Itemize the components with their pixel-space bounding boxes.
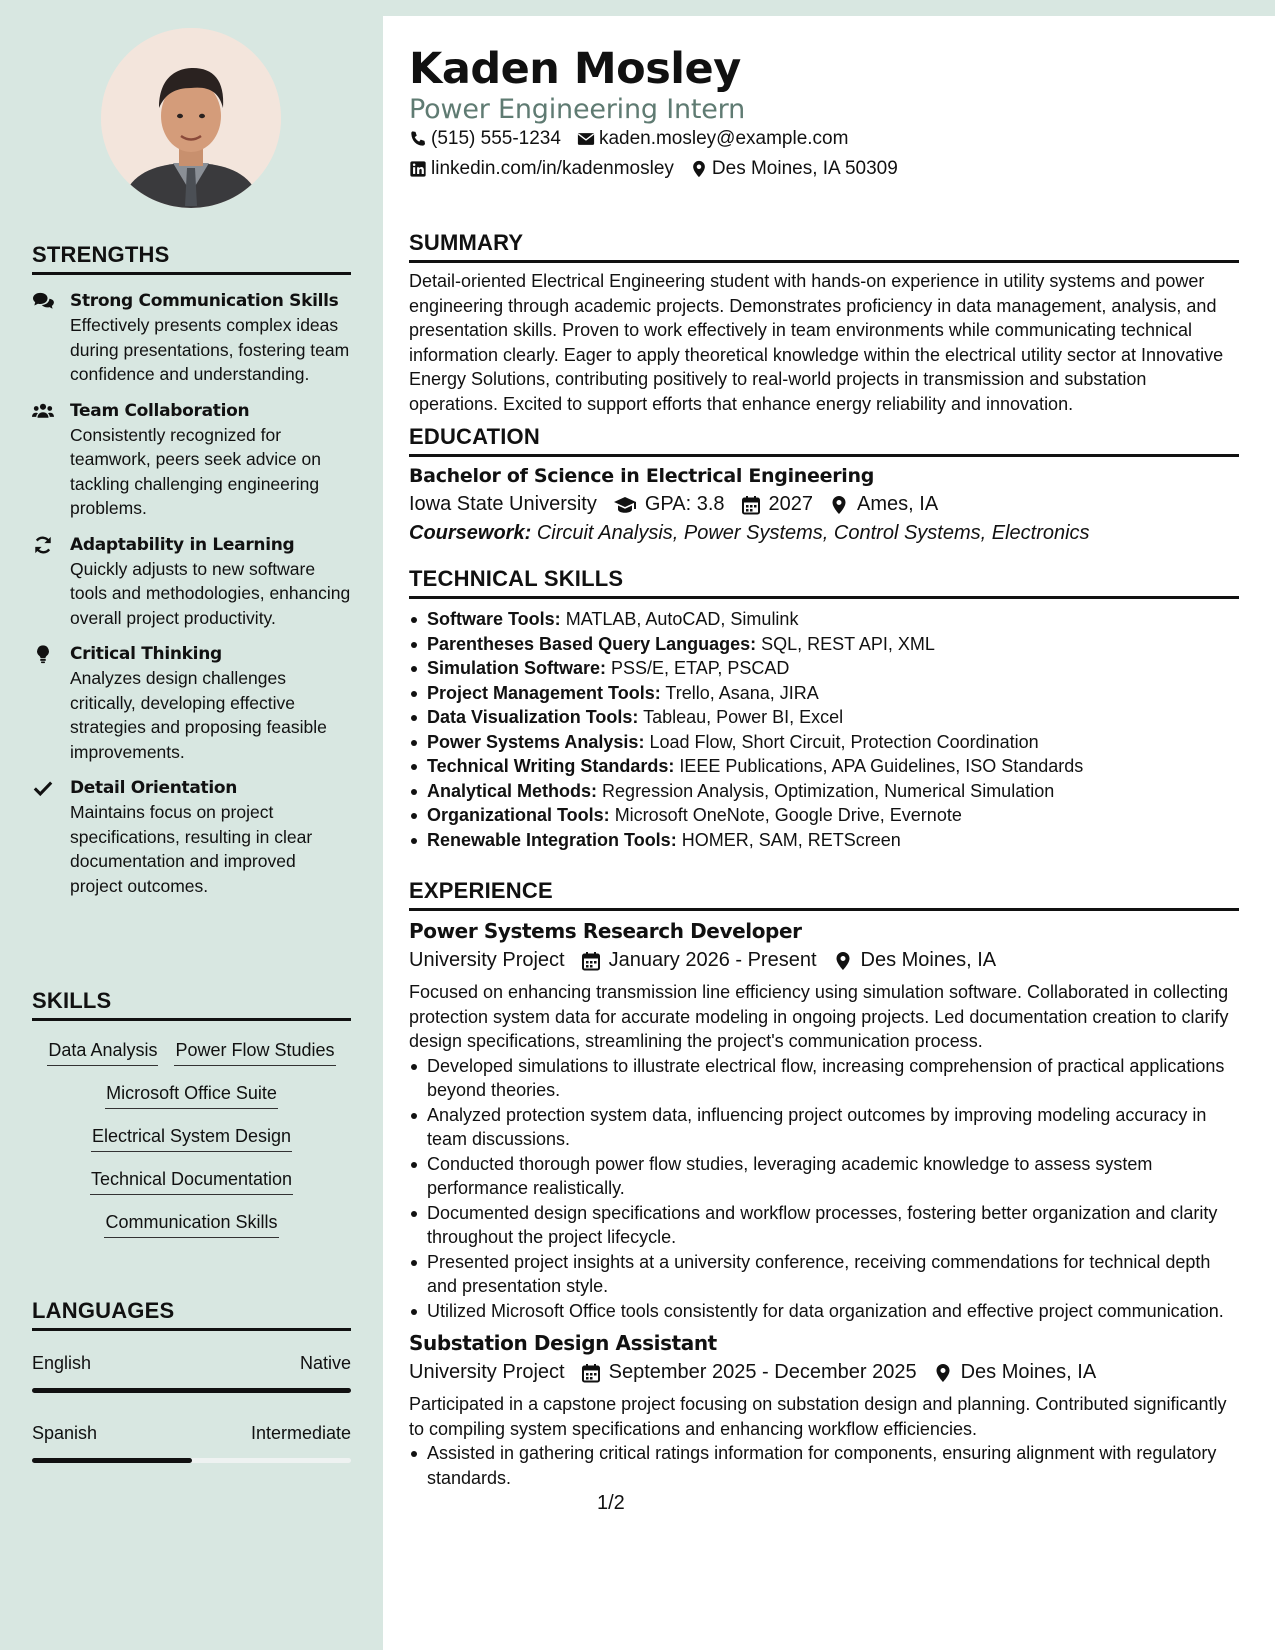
- check-icon: [32, 776, 70, 898]
- job-bullet: Documented design specifications and workflow processes, fostering better organization and clarity throughout the project lifecycle.: [409, 1201, 1239, 1250]
- comments-icon: [32, 289, 70, 387]
- contact-line-1: [409, 128, 864, 150]
- strength-item: [32, 399, 351, 521]
- job-bullet: Developed simulations to illustrate electrical flow, increasing comprehension of practical applications beyond theories.: [409, 1054, 1239, 1103]
- skills-title: SKILLS: [32, 988, 351, 1021]
- job-meta: [409, 949, 1239, 972]
- strength-title: Detail Orientation: [70, 778, 238, 798]
- job-location-item: [933, 1361, 1097, 1384]
- summary-section: [409, 230, 1239, 416]
- tech-skill-item: [409, 803, 1239, 828]
- job-org: University Project: [409, 949, 565, 971]
- job-entry: [409, 1331, 1239, 1490]
- job-title: Substation Design Assistant: [409, 1331, 717, 1355]
- experience-title: EXPERIENCE: [409, 878, 1239, 911]
- email-text: kaden.mosley@example.com: [598, 128, 849, 149]
- technical-skills-title: TECHNICAL SKILLS: [409, 566, 1239, 599]
- gpa-text: GPA: 3.8: [644, 493, 725, 515]
- strength-item: [32, 642, 351, 764]
- tech-skill-item: [409, 754, 1239, 779]
- edu-location-item: [829, 493, 938, 516]
- school-name: Iowa State University: [409, 493, 597, 515]
- summary-text: Detail-oriented Electrical Engineering student with hands-on experience in utility systems and power engineering through academic projects. Demonstrates proficiency in data management, analysis, and presentation skills. Proven to work effectively in team environments while communicating technical information clearly. Eager to apply theoretical knowledge within the electrical utility sector at Innovative Energy Solutions, contributing positively to real-world projects in transmission and substation operations. Excited to support efforts that enhance energy reliability and innovation.: [409, 271, 1224, 414]
- graduation-cap-icon: [613, 495, 637, 515]
- tech-skill-item: [409, 705, 1239, 730]
- job-bullets: [409, 1054, 1239, 1324]
- tech-skill-value: Tableau, Power BI, Excel: [643, 707, 844, 727]
- job-bullet: Analyzed protection system data, influencing project outcomes by improving modeling accuracy in team discussions.: [409, 1103, 1239, 1152]
- candidate-name: Kaden Mosley: [409, 44, 741, 94]
- strength-item: [32, 289, 351, 387]
- tech-skill-label: Data Visualization Tools:: [427, 707, 639, 727]
- strength-title: Critical Thinking: [70, 644, 222, 664]
- tech-skill-value: HOMER, SAM, RETScreen: [681, 829, 901, 850]
- lightbulb-icon: [32, 642, 70, 764]
- strength-title: Strong Communication Skills: [70, 291, 339, 311]
- tech-skill-label: Software Tools:: [427, 609, 561, 629]
- tech-skill-item: [409, 632, 1239, 657]
- job-location: Des Moines, IA: [860, 949, 997, 971]
- job-dates: January 2026 - Present: [608, 949, 817, 971]
- tech-skill-label: Renewable Integration Tools:: [427, 829, 677, 850]
- linkedin-icon: [409, 160, 427, 178]
- language-level: Intermediate: [250, 1423, 351, 1443]
- job-title: Power Systems Research Developer: [409, 919, 802, 943]
- gpa-item: [613, 493, 725, 516]
- tech-skill-value: Load Flow, Short Circuit, Protection Coordination: [649, 731, 1039, 752]
- tech-skill-item: [409, 779, 1239, 804]
- job-bullet: Presented project insights at a university conference, receiving commendations for technical depth and presentation style.: [409, 1250, 1239, 1299]
- tech-skill-value: IEEE Publications, APA Guidelines, ISO Standards: [679, 756, 1084, 776]
- phone-icon: [409, 130, 427, 148]
- tech-skill-value: SQL, REST API, XML: [761, 633, 935, 654]
- skill-tag: Technical Documentation: [90, 1166, 293, 1195]
- job-dates-item: [581, 949, 817, 972]
- tech-skill-label: Power Systems Analysis:: [427, 731, 645, 752]
- users-icon: [32, 399, 70, 521]
- tech-skill-value: Microsoft OneNote, Google Drive, Evernote: [614, 805, 962, 825]
- linkedin-text: linkedin.com/in/kadenmosley: [431, 158, 674, 179]
- language-bar-fill: [32, 1388, 351, 1393]
- tech-skill-label: Project Management Tools:: [427, 682, 661, 703]
- coursework-text: Circuit Analysis, Power Systems, Control Systems, Electronics: [536, 522, 1090, 544]
- tech-skill-item: [409, 681, 1239, 706]
- avatar: [101, 28, 281, 208]
- education-meta: [409, 493, 1239, 516]
- phone-text: (515) 555-1234: [431, 128, 561, 149]
- language-name: English: [32, 1353, 92, 1373]
- technical-skills-list: [409, 607, 1239, 852]
- languages-title: LANGUAGES: [32, 1298, 351, 1331]
- tech-skill-item: [409, 730, 1239, 755]
- strength-item: [32, 533, 351, 631]
- skill-list: [32, 1037, 351, 1252]
- technical-skills-section: [409, 566, 1239, 852]
- job-location: Des Moines, IA: [960, 1361, 1097, 1383]
- job-org: University Project: [409, 1361, 565, 1383]
- education-section: [409, 424, 1239, 545]
- strength-desc: Consistently recognized for teamwork, peers seek advice on tackling challenging engineering problems.: [70, 424, 321, 518]
- tech-skill-item: [409, 607, 1239, 632]
- location-text: Des Moines, IA 50309: [711, 158, 898, 179]
- strength-desc: Analyzes design challenges critically, developing effective strategies and proposing feasible improvements.: [70, 668, 327, 762]
- calendar-icon: [581, 1363, 601, 1383]
- refresh-icon: [32, 533, 70, 631]
- candidate-role: Power Engineering Intern: [409, 94, 746, 125]
- map-pin-icon: [933, 1363, 953, 1383]
- job-description: Focused on enhancing transmission line efficiency using simulation software. Collaborated in collecting protection system data for accurate modeling in ongoing projects. Led documentation creation to clarify design specifications, streamlining the project's communication process.: [409, 982, 1229, 1051]
- strength-title: Adaptability in Learning: [70, 534, 295, 555]
- tech-skill-item: [409, 828, 1239, 853]
- language-name: Spanish: [32, 1423, 98, 1443]
- contact-line-2: [409, 158, 914, 180]
- calendar-icon: [581, 951, 601, 971]
- tech-skill-value: MATLAB, AutoCAD, Simulink: [565, 609, 799, 629]
- main-content: [383, 16, 1275, 1650]
- tech-skill-label: Simulation Software:: [427, 658, 607, 678]
- coursework-label: Coursework:: [409, 522, 532, 544]
- profile-photo: [101, 28, 281, 208]
- sidebar: [0, 0, 383, 1650]
- skill-tag: Power Flow Studies: [174, 1037, 335, 1066]
- envelope-icon: [577, 130, 595, 148]
- strength-desc: Maintains focus on project specifications, resulting in clear documentation and improved project outcomes.: [70, 802, 313, 896]
- location-contact: [690, 158, 898, 180]
- strengths-section: [32, 242, 351, 898]
- tech-skill-label: Parentheses Based Query Languages:: [427, 633, 757, 654]
- language-bar: [32, 1458, 351, 1463]
- summary-title: SUMMARY: [409, 230, 1239, 263]
- job-entry: [409, 919, 1239, 1323]
- tech-skill-value: PSS/E, ETAP, PSCAD: [611, 658, 790, 678]
- skill-tag: Data Analysis: [47, 1037, 158, 1066]
- tech-skill-item: [409, 656, 1239, 681]
- tech-skill-value: Regression Analysis, Optimization, Numerical Simulation: [602, 780, 1055, 801]
- skills-section: [32, 988, 351, 1252]
- language-bar-fill: [32, 1458, 192, 1463]
- degree-title: Bachelor of Science in Electrical Engineering: [409, 465, 874, 487]
- language-level: Native: [299, 1353, 351, 1373]
- languages-section: [32, 1298, 351, 1463]
- strength-item: [32, 776, 351, 898]
- email-contact[interactable]: [577, 128, 849, 150]
- job-bullet: Utilized Microsoft Office tools consistently for data organization and effective project communication.: [409, 1299, 1239, 1324]
- tech-skill-label: Analytical Methods:: [427, 780, 598, 801]
- map-pin-icon: [833, 951, 853, 971]
- map-pin-icon: [690, 160, 708, 178]
- job-bullet: Conducted thorough power flow studies, leveraging academic knowledge to assess system performance realistically.: [409, 1152, 1239, 1201]
- edu-location-text: Ames, IA: [857, 493, 939, 515]
- skill-tag: Electrical System Design: [91, 1123, 292, 1152]
- language-row: [32, 1423, 351, 1444]
- job-description: Participated in a capstone project focusing on substation design and planning. Contributed significantly to compiling system specifications and enhancing workflow efficiencies.: [409, 1394, 1227, 1439]
- coursework: [409, 522, 1239, 545]
- year-text: 2027: [768, 493, 814, 515]
- page-number: 1/2: [597, 1492, 625, 1514]
- language-row: [32, 1353, 351, 1374]
- phone-contact[interactable]: [409, 128, 561, 150]
- tech-skill-label: Organizational Tools:: [427, 805, 610, 825]
- map-pin-icon: [829, 495, 849, 515]
- job-dates-item: [581, 1361, 917, 1384]
- job-bullets: [409, 1441, 1239, 1490]
- year-item: [741, 493, 814, 516]
- strengths-title: STRENGTHS: [32, 242, 351, 275]
- skill-tag: Microsoft Office Suite: [105, 1080, 278, 1109]
- job-location-item: [833, 949, 997, 972]
- linkedin-contact[interactable]: [409, 158, 674, 180]
- strength-title: Team Collaboration: [70, 400, 250, 421]
- tech-skill-label: Technical Writing Standards:: [427, 756, 675, 776]
- calendar-icon: [741, 495, 761, 515]
- strength-desc: Quickly adjusts to new software tools and methodologies, enhancing overall project productivity.: [70, 558, 351, 628]
- experience-section: [409, 878, 1239, 1490]
- job-meta: [409, 1361, 1239, 1384]
- language-bar: [32, 1388, 351, 1393]
- tech-skill-value: Trello, Asana, JIRA: [665, 682, 819, 703]
- skill-tag: Communication Skills: [104, 1209, 278, 1238]
- job-bullet: Assisted in gathering critical ratings information for components, ensuring alignment with regulatory standards.: [409, 1441, 1239, 1490]
- top-accent-bar: [383, 0, 1275, 16]
- education-title: EDUCATION: [409, 424, 1239, 457]
- job-dates: September 2025 - December 2025: [608, 1361, 917, 1383]
- strength-desc: Effectively presents complex ideas during presentations, fostering team confidence and understanding.: [70, 315, 350, 384]
